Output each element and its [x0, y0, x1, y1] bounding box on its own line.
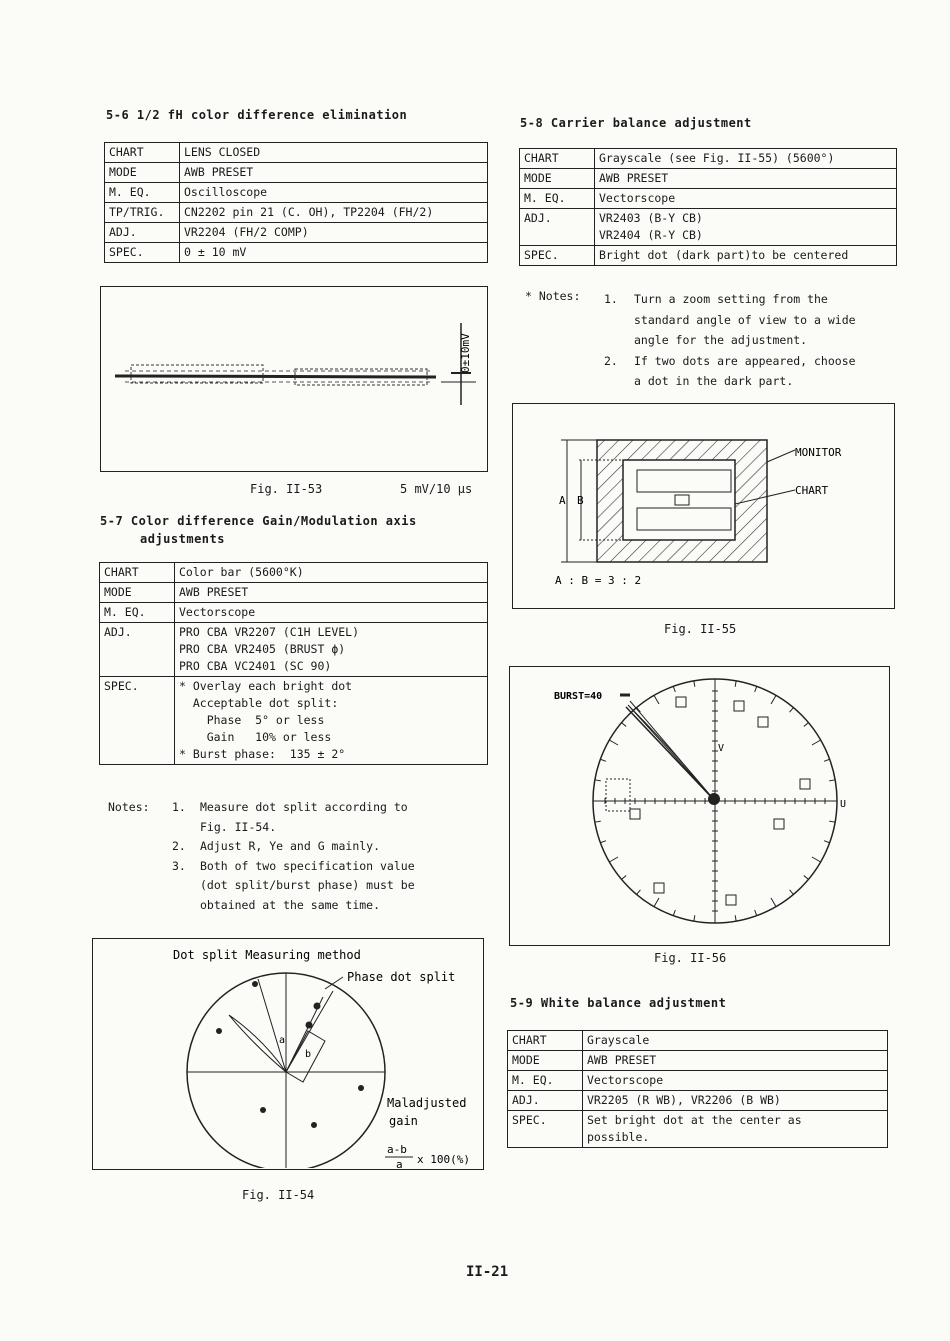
graticule-tick: [673, 910, 675, 916]
fig54-phase-label: Phase dot split: [347, 970, 456, 984]
spec-value: VR2204 (FH/2 COMP): [180, 223, 488, 243]
graticule-tick: [654, 898, 659, 907]
spec-row: [105, 143, 488, 163]
note-number: 1.: [604, 292, 618, 306]
spec-value: [583, 1031, 888, 1051]
spec-value: [595, 149, 897, 169]
graticule-tick: [622, 876, 627, 880]
spec-value-line: PRO CBA VR2405 (BRUST ϕ): [179, 642, 346, 656]
spec-row: [508, 1091, 888, 1111]
fig54-b-label: b: [305, 1049, 312, 1060]
note-text: (dot split/burst phase) must be: [200, 878, 415, 892]
graticule-tick: [812, 857, 821, 862]
spec-value: [595, 169, 897, 189]
spec-row: [105, 163, 488, 183]
note-number: 3.: [172, 858, 186, 873]
spec-table-5-8: [519, 148, 897, 266]
spec-key: CHART: [100, 563, 175, 583]
graticule-tick: [771, 898, 776, 907]
note-number: 2.: [604, 353, 618, 368]
spec-key: M. EQ.: [520, 189, 595, 209]
dot-split-diagram: [93, 939, 482, 1168]
spec-row: [520, 189, 897, 209]
vectorscope-graticule: [510, 667, 888, 944]
spec-row: [100, 603, 488, 623]
figure-II-53-scale: 5 mV/10 μs: [400, 482, 473, 496]
section-5-7-title: 5-7 Color difference Gain/Modulation axis: [100, 514, 417, 528]
section-5-8-title: 5-8 Carrier balance adjustment: [520, 116, 752, 130]
spec-key: ADJ.: [100, 623, 175, 677]
graticule-tick: [829, 780, 835, 781]
graticule-tick: [654, 695, 659, 704]
spec-key: MODE: [520, 169, 595, 189]
figure-II-55: [512, 403, 895, 609]
figure-II-53-label: 0±10mV: [459, 333, 472, 373]
spec-value-line: VR2205 (R WB), VR2206 (B WB): [587, 1093, 781, 1107]
note-text: Both of two specification value: [200, 858, 415, 873]
notes-5-8-label: * Notes:: [525, 289, 581, 303]
graticule-tick: [824, 841, 830, 843]
vs-v-axis: V: [718, 743, 725, 754]
spec-value-line: AWB PRESET: [599, 171, 669, 185]
spec-value-line: Grayscale: [587, 1033, 650, 1047]
spec-row: [508, 1051, 888, 1071]
spec-value: [583, 1071, 888, 1091]
spec-key: MODE: [508, 1051, 583, 1071]
fig55-monitor-label: MONITOR: [795, 446, 842, 459]
spec-value-line: Vectorscope: [599, 191, 676, 205]
fig55-ratio: A : B = 3 : 2: [555, 574, 642, 587]
spec-value-line: Phase 5° or less: [179, 713, 325, 727]
spec-value-line: Set bright dot at the center as: [587, 1113, 802, 1127]
vs-burst-label: BURST=40: [554, 691, 603, 702]
spec-row: [520, 209, 897, 246]
spec-key: CHART: [520, 149, 595, 169]
section-5-7-title-cont: adjustments: [140, 532, 225, 546]
spec-row: [520, 169, 897, 189]
spec-value: [595, 246, 897, 266]
spec-value-line: VR2403 (B-Y CB): [599, 211, 703, 225]
fig54-maladjusted: Maladjusted: [387, 1096, 467, 1110]
fig54-title: Dot split Measuring method: [173, 948, 361, 962]
spec-row: [105, 203, 488, 223]
spec-value-line: AWB PRESET: [179, 585, 249, 599]
fig54-a-label: a: [279, 1035, 286, 1046]
spec-value: [595, 209, 897, 246]
fig55-chart-label: CHART: [795, 484, 829, 497]
spec-table-5-7: [99, 562, 488, 765]
spec-key: CHART: [508, 1031, 583, 1051]
graticule-tick: [804, 876, 809, 880]
note-text: Measure dot split according to: [200, 800, 408, 814]
spec-value: Oscilloscope: [180, 183, 488, 203]
spec-value: [175, 677, 488, 765]
note-text: Turn a zoom setting from the: [634, 292, 828, 306]
graticule-tick: [694, 681, 695, 687]
spec-row: [508, 1031, 888, 1051]
spec-value-line: Vectorscope: [179, 605, 256, 619]
graticule-tick: [595, 821, 601, 822]
spec-row: [105, 183, 488, 203]
spec-key: SPEC.: [508, 1111, 583, 1148]
figure-II-53-caption: Fig. II-53: [250, 482, 323, 496]
monitor-chart-diagram: [513, 404, 893, 607]
spec-row: [520, 149, 897, 169]
spec-value: [175, 583, 488, 603]
spec-key: SPEC.: [100, 677, 175, 765]
spec-row: [100, 623, 488, 677]
note-number: 1.: [172, 800, 186, 814]
spec-key: TP/TRIG.: [105, 203, 180, 223]
page-number: II-21: [466, 1264, 509, 1280]
fig55-b-label: B: [577, 494, 584, 507]
note-text: standard angle of view to a wide: [634, 312, 856, 327]
spec-table-5-6: [104, 142, 488, 263]
figure-II-56: [509, 666, 890, 946]
spec-value: 0 ± 10 mV: [180, 243, 488, 263]
note-text: Adjust R, Ye and G mainly.: [200, 839, 381, 853]
figure-II-53: [100, 286, 488, 472]
graticule-tick: [637, 890, 641, 895]
notes-5-7-label: Notes:: [108, 800, 150, 814]
graticule-tick: [673, 686, 675, 692]
spec-value-line: Grayscale (see Fig. II-55) (5600°): [599, 151, 835, 165]
spec-key: ADJ.: [508, 1091, 583, 1111]
spec-row: [100, 583, 488, 603]
spec-value-line: * Overlay each bright dot: [179, 679, 353, 693]
spec-row: [100, 677, 488, 765]
spec-row: [100, 563, 488, 583]
graticule-tick: [622, 723, 627, 727]
note-text: obtained at the same time.: [200, 897, 381, 912]
note-number: 2.: [172, 839, 186, 853]
spec-value-line: Vectorscope: [587, 1073, 664, 1087]
spec-key: MODE: [105, 163, 180, 183]
graticule-tick: [755, 686, 757, 692]
spec-value: [583, 1111, 888, 1148]
figure-II-56-caption: Fig. II-56: [654, 951, 727, 965]
graticule-tick: [771, 695, 776, 704]
spec-key: SPEC.: [520, 246, 595, 266]
spec-value-line: AWB PRESET: [587, 1053, 657, 1067]
spec-key: M. EQ.: [100, 603, 175, 623]
graticule-tick: [609, 740, 618, 745]
spec-value: [583, 1091, 888, 1111]
spec-value-line: VR2404 (R-Y CB): [599, 228, 703, 242]
graticule-tick: [600, 841, 606, 843]
spec-value-line: PRO CBA VR2207 (C1H LEVEL): [179, 625, 360, 639]
graticule-tick: [755, 910, 757, 916]
spec-row: [105, 243, 488, 263]
spec-value-line: Acceptable dot split:: [179, 696, 339, 710]
graticule-tick: [829, 821, 835, 822]
spec-row: [520, 246, 897, 266]
graticule-tick: [735, 681, 736, 687]
spec-row: [105, 223, 488, 243]
spec-key: MODE: [100, 583, 175, 603]
graticule-tick: [694, 915, 695, 921]
fig54-formula-den: a: [396, 1158, 403, 1168]
graticule-tick: [790, 708, 794, 713]
fig55-a-label: A: [559, 494, 566, 507]
spec-value-line: Color bar (5600°K): [179, 565, 304, 579]
graticule-tick: [600, 759, 606, 761]
spec-row: [508, 1071, 888, 1091]
spec-key: SPEC.: [105, 243, 180, 263]
spec-value-line: * Burst phase: 135 ± 2°: [179, 747, 346, 761]
spec-value-line: Bright dot (dark part)to be centered: [599, 248, 849, 262]
spec-key: M. EQ.: [105, 183, 180, 203]
figure-II-55-caption: Fig. II-55: [664, 622, 737, 636]
graticule-tick: [824, 759, 830, 761]
spec-value: [583, 1051, 888, 1071]
note-text: Fig. II-54.: [200, 819, 277, 834]
figure-II-54: [92, 938, 484, 1170]
spec-key: CHART: [105, 143, 180, 163]
fig54-formula-num: a-b: [387, 1143, 407, 1156]
section-5-9-title: 5-9 White balance adjustment: [510, 996, 727, 1010]
graticule-tick: [735, 915, 736, 921]
section-5-6-title: 5-6 1/2 fH color difference elimination: [106, 108, 408, 122]
note-text: a dot in the dark part.: [634, 374, 794, 388]
graticule-tick: [812, 740, 821, 745]
spec-key: M. EQ.: [508, 1071, 583, 1091]
figure-II-54-caption: Fig. II-54: [242, 1188, 315, 1202]
spec-value-line: Gain 10% or less: [179, 730, 332, 744]
graticule-tick: [595, 780, 601, 781]
spec-row: [508, 1111, 888, 1148]
spec-value: CN2202 pin 21 (C. OH), TP2204 (FH/2): [180, 203, 488, 223]
spec-key: ADJ.: [105, 223, 180, 243]
spec-value-line: possible.: [587, 1130, 650, 1144]
spec-value: [175, 603, 488, 623]
fig54-gain: gain: [389, 1114, 418, 1128]
fig54-formula-tail: x 100(%): [417, 1153, 470, 1166]
oscilloscope-waveform: [101, 287, 486, 470]
vs-u-axis: U: [840, 799, 847, 810]
spec-value: LENS CLOSED: [180, 143, 488, 163]
spec-value: [175, 623, 488, 677]
spec-value: [595, 189, 897, 209]
spec-value-line: PRO CBA VC2401 (SC 90): [179, 659, 332, 673]
spec-table-5-9: [507, 1030, 888, 1148]
graticule-tick: [790, 890, 794, 895]
note-text: If two dots are appeared, choose: [634, 353, 856, 368]
note-text: angle for the adjustment.: [634, 333, 808, 347]
spec-value: AWB PRESET: [180, 163, 488, 183]
spec-key: ADJ.: [520, 209, 595, 246]
spec-value: [175, 563, 488, 583]
graticule-tick: [804, 723, 809, 727]
graticule-tick: [609, 857, 618, 862]
